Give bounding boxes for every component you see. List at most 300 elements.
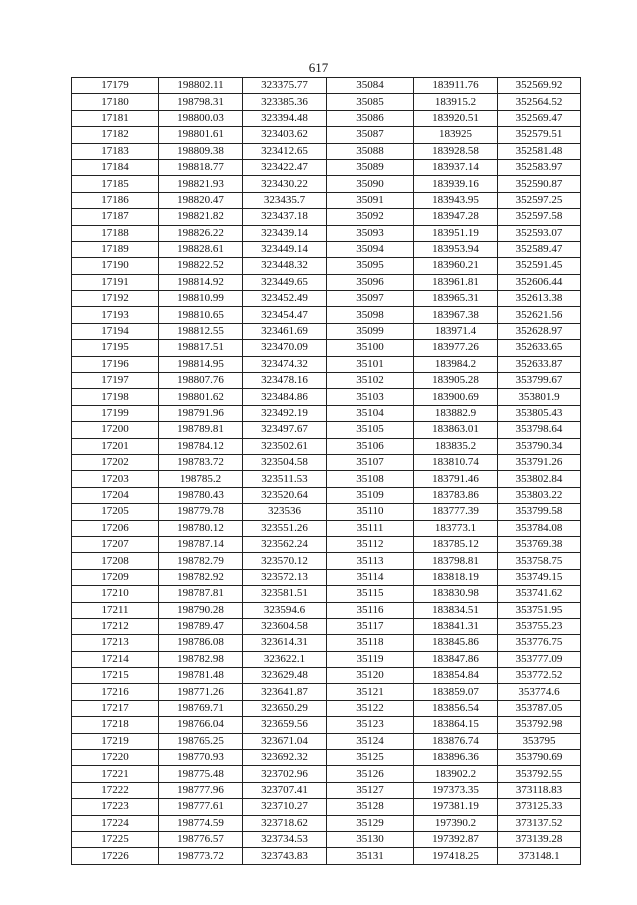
x-coordinate-cell: 183971.4 <box>414 323 498 339</box>
point-number-cell: 17209 <box>72 569 159 585</box>
y-coordinate-cell: 352569.92 <box>498 78 581 94</box>
point-number-cell: 17213 <box>72 635 159 651</box>
point-number-cell: 35129 <box>327 815 414 831</box>
x-coordinate-cell: 183856.54 <box>414 700 498 716</box>
point-number-cell: 35103 <box>327 389 414 405</box>
point-number-cell: 35097 <box>327 291 414 307</box>
x-coordinate-cell: 183783.86 <box>414 487 498 503</box>
y-coordinate-cell: 353769.38 <box>498 536 581 552</box>
point-number-cell: 35100 <box>327 340 414 356</box>
table-row <box>72 651 581 667</box>
y-coordinate-cell: 373148.1 <box>498 848 581 864</box>
point-number-cell: 35128 <box>327 799 414 815</box>
table-row <box>72 454 581 470</box>
x-coordinate-cell: 198777.61 <box>159 799 243 815</box>
point-number-cell: 17187 <box>72 209 159 225</box>
table-row <box>72 241 581 257</box>
coordinates-table <box>71 77 581 865</box>
y-coordinate-cell: 353774.6 <box>498 684 581 700</box>
y-coordinate-cell: 352590.87 <box>498 176 581 192</box>
point-number-cell: 17190 <box>72 258 159 274</box>
y-coordinate-cell: 323422.47 <box>243 159 327 175</box>
y-coordinate-cell: 323692.32 <box>243 750 327 766</box>
y-coordinate-cell: 353790.69 <box>498 750 581 766</box>
y-coordinate-cell: 323520.64 <box>243 487 327 503</box>
x-coordinate-cell: 197381.19 <box>414 799 498 815</box>
y-coordinate-cell: 353790.34 <box>498 438 581 454</box>
x-coordinate-cell: 183896.36 <box>414 750 498 766</box>
x-coordinate-cell: 197392.87 <box>414 831 498 847</box>
y-coordinate-cell: 353792.98 <box>498 717 581 733</box>
point-number-cell: 17214 <box>72 651 159 667</box>
y-coordinate-cell: 323671.04 <box>243 733 327 749</box>
x-coordinate-cell: 198787.14 <box>159 536 243 552</box>
x-coordinate-cell: 183830.98 <box>414 586 498 602</box>
y-coordinate-cell: 352564.52 <box>498 94 581 110</box>
x-coordinate-cell: 183863.01 <box>414 422 498 438</box>
y-coordinate-cell: 323412.65 <box>243 143 327 159</box>
point-number-cell: 35089 <box>327 159 414 175</box>
y-coordinate-cell: 352633.87 <box>498 356 581 372</box>
y-coordinate-cell: 323454.47 <box>243 307 327 323</box>
point-number-cell: 17222 <box>72 782 159 798</box>
point-number-cell: 17186 <box>72 192 159 208</box>
table-row <box>72 782 581 798</box>
point-number-cell: 35127 <box>327 782 414 798</box>
table-row <box>72 78 581 94</box>
table-row <box>72 586 581 602</box>
table-row <box>72 356 581 372</box>
point-number-cell: 35093 <box>327 225 414 241</box>
page-number: 617 <box>308 60 329 75</box>
point-number-cell: 35099 <box>327 323 414 339</box>
y-coordinate-cell: 323551.26 <box>243 520 327 536</box>
y-coordinate-cell: 323430.22 <box>243 176 327 192</box>
point-number-cell: 17192 <box>72 291 159 307</box>
x-coordinate-cell: 183960.21 <box>414 258 498 274</box>
x-coordinate-cell: 183845.86 <box>414 635 498 651</box>
point-number-cell: 17204 <box>72 487 159 503</box>
x-coordinate-cell: 198765.25 <box>159 733 243 749</box>
x-coordinate-cell: 183977.26 <box>414 340 498 356</box>
x-coordinate-cell: 183864.15 <box>414 717 498 733</box>
point-number-cell: 17226 <box>72 848 159 864</box>
point-number-cell: 35114 <box>327 569 414 585</box>
y-coordinate-cell: 323614.31 <box>243 635 327 651</box>
y-coordinate-cell: 352597.25 <box>498 192 581 208</box>
table-row <box>72 504 581 520</box>
point-number-cell: 17182 <box>72 127 159 143</box>
x-coordinate-cell: 183876.74 <box>414 733 498 749</box>
x-coordinate-cell: 198810.99 <box>159 291 243 307</box>
y-coordinate-cell: 323478.16 <box>243 373 327 389</box>
point-number-cell: 17189 <box>72 241 159 257</box>
table-row <box>72 717 581 733</box>
point-number-cell: 17183 <box>72 143 159 159</box>
y-coordinate-cell: 353755.23 <box>498 618 581 634</box>
x-coordinate-cell: 183943.95 <box>414 192 498 208</box>
x-coordinate-cell: 198782.79 <box>159 553 243 569</box>
y-coordinate-cell: 323511.53 <box>243 471 327 487</box>
y-coordinate-cell: 352581.48 <box>498 143 581 159</box>
table-row <box>72 635 581 651</box>
y-coordinate-cell: 323581.51 <box>243 586 327 602</box>
table-row <box>72 799 581 815</box>
x-coordinate-cell: 183920.51 <box>414 110 498 126</box>
x-coordinate-cell: 183798.81 <box>414 553 498 569</box>
y-coordinate-cell: 352591.45 <box>498 258 581 274</box>
x-coordinate-cell: 183791.46 <box>414 471 498 487</box>
y-coordinate-cell: 323629.48 <box>243 668 327 684</box>
x-coordinate-cell: 198776.57 <box>159 831 243 847</box>
y-coordinate-cell: 323604.58 <box>243 618 327 634</box>
point-number-cell: 35108 <box>327 471 414 487</box>
table-row <box>72 569 581 585</box>
x-coordinate-cell: 198784.12 <box>159 438 243 454</box>
point-number-cell: 35098 <box>327 307 414 323</box>
y-coordinate-cell: 323474.32 <box>243 356 327 372</box>
point-number-cell: 17221 <box>72 766 159 782</box>
table-row <box>72 94 581 110</box>
point-number-cell: 35122 <box>327 700 414 716</box>
table-row <box>72 176 581 192</box>
y-coordinate-cell: 352579.51 <box>498 127 581 143</box>
point-number-cell: 17208 <box>72 553 159 569</box>
x-coordinate-cell: 198769.71 <box>159 700 243 716</box>
y-coordinate-cell: 373137.52 <box>498 815 581 831</box>
point-number-cell: 35110 <box>327 504 414 520</box>
x-coordinate-cell: 198820.47 <box>159 192 243 208</box>
point-number-cell: 17223 <box>72 799 159 815</box>
x-coordinate-cell: 198801.61 <box>159 127 243 143</box>
y-coordinate-cell: 323641.87 <box>243 684 327 700</box>
x-coordinate-cell: 198791.96 <box>159 405 243 421</box>
y-coordinate-cell: 353758.75 <box>498 553 581 569</box>
point-number-cell: 17225 <box>72 831 159 847</box>
point-number-cell: 35084 <box>327 78 414 94</box>
point-number-cell: 35111 <box>327 520 414 536</box>
x-coordinate-cell: 183939.16 <box>414 176 498 192</box>
y-coordinate-cell: 323594.6 <box>243 602 327 618</box>
table-row <box>72 602 581 618</box>
x-coordinate-cell: 198807.76 <box>159 373 243 389</box>
point-number-cell: 35106 <box>327 438 414 454</box>
y-coordinate-cell: 323502.61 <box>243 438 327 454</box>
point-number-cell: 17224 <box>72 815 159 831</box>
point-number-cell: 35117 <box>327 618 414 634</box>
y-coordinate-cell: 353802.84 <box>498 471 581 487</box>
point-number-cell: 35123 <box>327 717 414 733</box>
x-coordinate-cell: 183834.51 <box>414 602 498 618</box>
y-coordinate-cell: 323536 <box>243 504 327 520</box>
x-coordinate-cell: 198766.04 <box>159 717 243 733</box>
table-row <box>72 618 581 634</box>
table-row <box>72 553 581 569</box>
table-row <box>72 258 581 274</box>
x-coordinate-cell: 198785.2 <box>159 471 243 487</box>
x-coordinate-cell: 183953.94 <box>414 241 498 257</box>
point-number-cell: 35116 <box>327 602 414 618</box>
point-number-cell: 17210 <box>72 586 159 602</box>
x-coordinate-cell: 183902.2 <box>414 766 498 782</box>
y-coordinate-cell: 352628.97 <box>498 323 581 339</box>
point-number-cell: 17197 <box>72 373 159 389</box>
y-coordinate-cell: 323650.29 <box>243 700 327 716</box>
y-coordinate-cell: 353801.9 <box>498 389 581 405</box>
x-coordinate-cell: 198775.48 <box>159 766 243 782</box>
table-row <box>72 209 581 225</box>
point-number-cell: 17199 <box>72 405 159 421</box>
y-coordinate-cell: 352589.47 <box>498 241 581 257</box>
y-coordinate-cell: 323572.13 <box>243 569 327 585</box>
point-number-cell: 17220 <box>72 750 159 766</box>
y-coordinate-cell: 323702.96 <box>243 766 327 782</box>
table-row <box>72 700 581 716</box>
point-number-cell: 17206 <box>72 520 159 536</box>
y-coordinate-cell: 323659.56 <box>243 717 327 733</box>
y-coordinate-cell: 323448.32 <box>243 258 327 274</box>
y-coordinate-cell: 323435.7 <box>243 192 327 208</box>
table-row <box>72 438 581 454</box>
table-row <box>72 291 581 307</box>
table-row <box>72 668 581 684</box>
x-coordinate-cell: 183905.28 <box>414 373 498 389</box>
x-coordinate-cell: 198798.31 <box>159 94 243 110</box>
x-coordinate-cell: 183911.76 <box>414 78 498 94</box>
y-coordinate-cell: 352597.58 <box>498 209 581 225</box>
table-row <box>72 471 581 487</box>
y-coordinate-cell: 323375.77 <box>243 78 327 94</box>
x-coordinate-cell: 197418.25 <box>414 848 498 864</box>
x-coordinate-cell: 183847.86 <box>414 651 498 667</box>
y-coordinate-cell: 373118.83 <box>498 782 581 798</box>
point-number-cell: 17215 <box>72 668 159 684</box>
table-row <box>72 733 581 749</box>
y-coordinate-cell: 353751.95 <box>498 602 581 618</box>
x-coordinate-cell: 183928.58 <box>414 143 498 159</box>
x-coordinate-cell: 198787.81 <box>159 586 243 602</box>
point-number-cell: 35091 <box>327 192 414 208</box>
coordinates-table-body <box>72 78 581 865</box>
point-number-cell: 35131 <box>327 848 414 864</box>
y-coordinate-cell: 323439.14 <box>243 225 327 241</box>
x-coordinate-cell: 198814.95 <box>159 356 243 372</box>
y-coordinate-cell: 352621.56 <box>498 307 581 323</box>
x-coordinate-cell: 183951.19 <box>414 225 498 241</box>
point-number-cell: 35101 <box>327 356 414 372</box>
y-coordinate-cell: 323452.49 <box>243 291 327 307</box>
x-coordinate-cell: 183937.14 <box>414 159 498 175</box>
table-row <box>72 848 581 864</box>
point-number-cell: 35121 <box>327 684 414 700</box>
y-coordinate-cell: 353795 <box>498 733 581 749</box>
y-coordinate-cell: 352633.65 <box>498 340 581 356</box>
y-coordinate-cell: 373139.28 <box>498 831 581 847</box>
point-number-cell: 35109 <box>327 487 414 503</box>
x-coordinate-cell: 198789.47 <box>159 618 243 634</box>
y-coordinate-cell: 323492.19 <box>243 405 327 421</box>
point-number-cell: 35115 <box>327 586 414 602</box>
y-coordinate-cell: 353776.75 <box>498 635 581 651</box>
x-coordinate-cell: 198822.52 <box>159 258 243 274</box>
point-number-cell: 17216 <box>72 684 159 700</box>
point-number-cell: 17202 <box>72 454 159 470</box>
y-coordinate-cell: 353777.09 <box>498 651 581 667</box>
y-coordinate-cell: 323461.69 <box>243 323 327 339</box>
x-coordinate-cell: 198817.51 <box>159 340 243 356</box>
point-number-cell: 17219 <box>72 733 159 749</box>
x-coordinate-cell: 183777.39 <box>414 504 498 520</box>
y-coordinate-cell: 323437.18 <box>243 209 327 225</box>
table-row <box>72 766 581 782</box>
table-row <box>72 520 581 536</box>
point-number-cell: 35126 <box>327 766 414 782</box>
point-number-cell: 35130 <box>327 831 414 847</box>
point-number-cell: 35112 <box>327 536 414 552</box>
y-coordinate-cell: 352606.44 <box>498 274 581 290</box>
table-row <box>72 750 581 766</box>
table-row <box>72 684 581 700</box>
point-number-cell: 35090 <box>327 176 414 192</box>
y-coordinate-cell: 323707.41 <box>243 782 327 798</box>
y-coordinate-cell: 353799.58 <box>498 504 581 520</box>
x-coordinate-cell: 198783.72 <box>159 454 243 470</box>
y-coordinate-cell: 323710.27 <box>243 799 327 815</box>
x-coordinate-cell: 198810.65 <box>159 307 243 323</box>
table-row <box>72 225 581 241</box>
x-coordinate-cell: 183854.84 <box>414 668 498 684</box>
point-number-cell: 35087 <box>327 127 414 143</box>
x-coordinate-cell: 198814.92 <box>159 274 243 290</box>
x-coordinate-cell: 183961.81 <box>414 274 498 290</box>
x-coordinate-cell: 198801.62 <box>159 389 243 405</box>
table-row <box>72 405 581 421</box>
x-coordinate-cell: 198780.43 <box>159 487 243 503</box>
x-coordinate-cell: 198826.22 <box>159 225 243 241</box>
point-number-cell: 35104 <box>327 405 414 421</box>
x-coordinate-cell: 183984.2 <box>414 356 498 372</box>
x-coordinate-cell: 198802.11 <box>159 78 243 94</box>
point-number-cell: 17198 <box>72 389 159 405</box>
point-number-cell: 17195 <box>72 340 159 356</box>
table-row <box>72 487 581 503</box>
point-number-cell: 17193 <box>72 307 159 323</box>
table-row <box>72 143 581 159</box>
point-number-cell: 17217 <box>72 700 159 716</box>
table-row <box>72 815 581 831</box>
point-number-cell: 35125 <box>327 750 414 766</box>
point-number-cell: 35105 <box>327 422 414 438</box>
point-number-cell: 35095 <box>327 258 414 274</box>
y-coordinate-cell: 353805.43 <box>498 405 581 421</box>
point-number-cell: 35096 <box>327 274 414 290</box>
x-coordinate-cell: 183965.31 <box>414 291 498 307</box>
y-coordinate-cell: 323562.24 <box>243 536 327 552</box>
point-number-cell: 17191 <box>72 274 159 290</box>
x-coordinate-cell: 183900.69 <box>414 389 498 405</box>
y-coordinate-cell: 353784.08 <box>498 520 581 536</box>
y-coordinate-cell: 353799.67 <box>498 373 581 389</box>
x-coordinate-cell: 198821.93 <box>159 176 243 192</box>
x-coordinate-cell: 198782.98 <box>159 651 243 667</box>
y-coordinate-cell: 323484.86 <box>243 389 327 405</box>
point-number-cell: 17188 <box>72 225 159 241</box>
x-coordinate-cell: 183773.1 <box>414 520 498 536</box>
x-coordinate-cell: 198789.81 <box>159 422 243 438</box>
y-coordinate-cell: 323403.62 <box>243 127 327 143</box>
y-coordinate-cell: 323504.58 <box>243 454 327 470</box>
x-coordinate-cell: 198821.82 <box>159 209 243 225</box>
point-number-cell: 17201 <box>72 438 159 454</box>
table-row <box>72 127 581 143</box>
point-number-cell: 35094 <box>327 241 414 257</box>
x-coordinate-cell: 198779.78 <box>159 504 243 520</box>
point-number-cell: 35124 <box>327 733 414 749</box>
y-coordinate-cell: 353792.55 <box>498 766 581 782</box>
x-coordinate-cell: 183785.12 <box>414 536 498 552</box>
y-coordinate-cell: 323449.14 <box>243 241 327 257</box>
y-coordinate-cell: 323743.83 <box>243 848 327 864</box>
point-number-cell: 35085 <box>327 94 414 110</box>
x-coordinate-cell: 183810.74 <box>414 454 498 470</box>
x-coordinate-cell: 183835.2 <box>414 438 498 454</box>
x-coordinate-cell: 183915.2 <box>414 94 498 110</box>
x-coordinate-cell: 198790.28 <box>159 602 243 618</box>
x-coordinate-cell: 183818.19 <box>414 569 498 585</box>
point-number-cell: 35120 <box>327 668 414 684</box>
y-coordinate-cell: 353787.05 <box>498 700 581 716</box>
table-row <box>72 373 581 389</box>
x-coordinate-cell: 198828.61 <box>159 241 243 257</box>
point-number-cell: 17179 <box>72 78 159 94</box>
x-coordinate-cell: 198782.92 <box>159 569 243 585</box>
point-number-cell: 17218 <box>72 717 159 733</box>
x-coordinate-cell: 198774.59 <box>159 815 243 831</box>
y-coordinate-cell: 352583.97 <box>498 159 581 175</box>
point-number-cell: 17194 <box>72 323 159 339</box>
point-number-cell: 35086 <box>327 110 414 126</box>
point-number-cell: 35113 <box>327 553 414 569</box>
table-row <box>72 192 581 208</box>
x-coordinate-cell: 198786.08 <box>159 635 243 651</box>
point-number-cell: 17200 <box>72 422 159 438</box>
x-coordinate-cell: 198770.93 <box>159 750 243 766</box>
x-coordinate-cell: 197390.2 <box>414 815 498 831</box>
point-number-cell: 17207 <box>72 536 159 552</box>
y-coordinate-cell: 353798.64 <box>498 422 581 438</box>
point-number-cell: 35118 <box>327 635 414 651</box>
y-coordinate-cell: 352569.47 <box>498 110 581 126</box>
table-row <box>72 536 581 552</box>
table-row <box>72 389 581 405</box>
y-coordinate-cell: 373125.33 <box>498 799 581 815</box>
x-coordinate-cell: 198780.12 <box>159 520 243 536</box>
point-number-cell: 17212 <box>72 618 159 634</box>
x-coordinate-cell: 198818.77 <box>159 159 243 175</box>
table-row <box>72 274 581 290</box>
x-coordinate-cell: 183841.31 <box>414 618 498 634</box>
point-number-cell: 35092 <box>327 209 414 225</box>
point-number-cell: 17196 <box>72 356 159 372</box>
y-coordinate-cell: 323394.48 <box>243 110 327 126</box>
y-coordinate-cell: 352593.07 <box>498 225 581 241</box>
y-coordinate-cell: 353741.62 <box>498 586 581 602</box>
point-number-cell: 17184 <box>72 159 159 175</box>
y-coordinate-cell: 323449.65 <box>243 274 327 290</box>
x-coordinate-cell: 183859.07 <box>414 684 498 700</box>
x-coordinate-cell: 183967.38 <box>414 307 498 323</box>
y-coordinate-cell: 352613.38 <box>498 291 581 307</box>
